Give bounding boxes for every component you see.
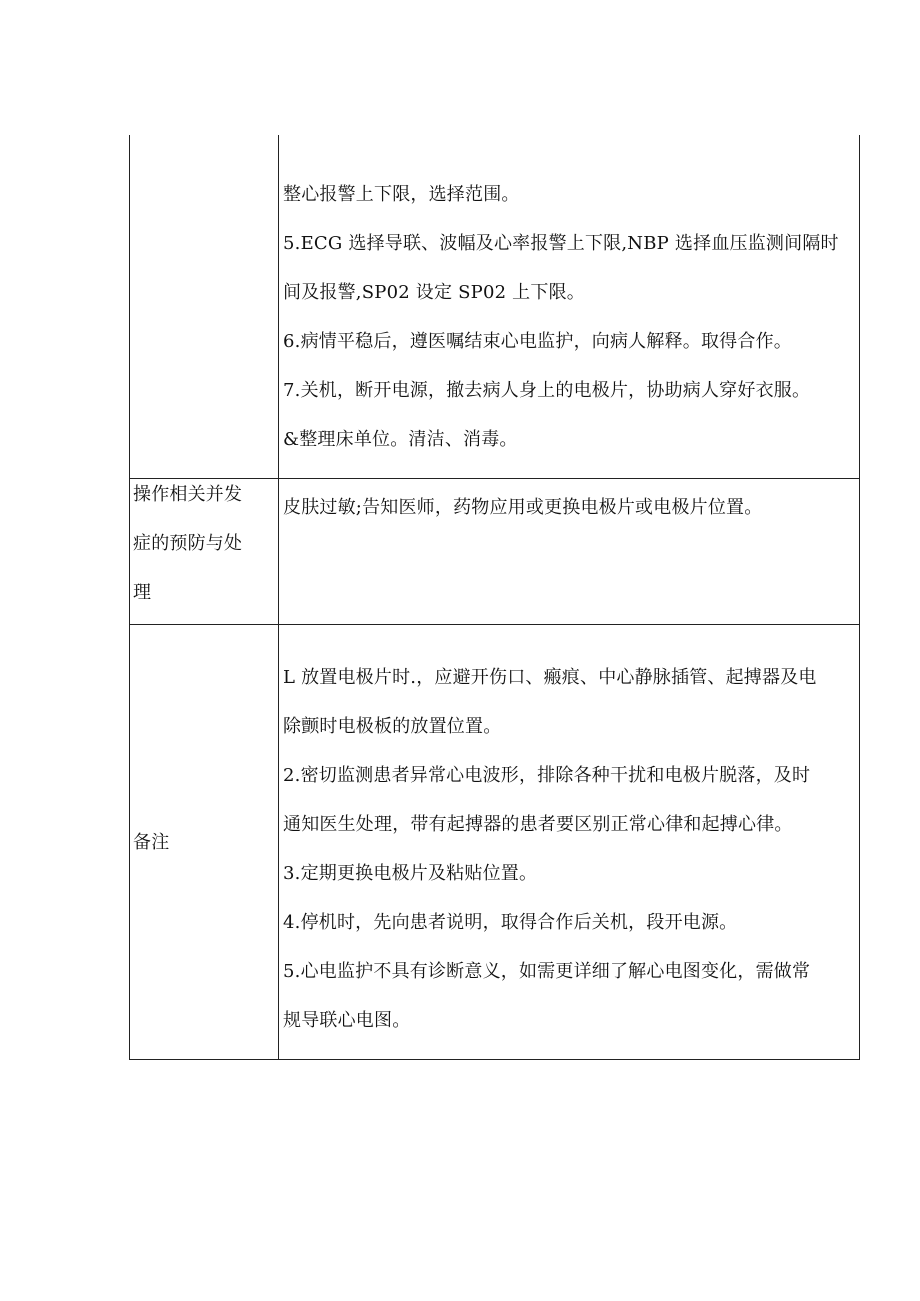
notes-line: 2.密切监测患者异常心电波形，排除各种干扰和电极片脱落，及时 (283, 765, 811, 786)
table-bottom-border (129, 1059, 860, 1060)
procedure-line: 6.病情平稳后，遵医嘱结束心电监护，向病人解释。取得合作。 (283, 331, 792, 352)
procedure-line: 5.ECG 选择导联、波幅及心率报警上下限,NBP 选择血压监测间隔时 (283, 233, 839, 254)
complications-label-line: 症的预防与处 (133, 533, 243, 554)
complications-text: 皮肤过敏;告知医师，药物应用或更换电极片或电极片位置。 (283, 497, 763, 518)
notes-line: L 放置电极片时.，应避开伤口、瘢痕、中心静脉插管、起搏器及电 (283, 667, 817, 688)
notes-line: 5.心电监护不具有诊断意义，如需更详细了解心电图变化，需做常 (283, 961, 811, 982)
procedure-line: 整心报警上下限，选择范围。 (283, 184, 520, 205)
notes-line: 4.停机时，先向患者说明，取得合作后关机，段开电源。 (283, 912, 738, 933)
table-right-border (859, 135, 860, 1060)
row-divider-2 (129, 624, 860, 625)
complications-label (133, 470, 242, 617)
complications-content (283, 483, 762, 532)
table-column-divider (278, 135, 279, 1060)
complications-label-line: 操作相关并发 (133, 484, 243, 505)
notes-line: 规导联心电图。 (283, 1010, 411, 1031)
notes-line: 3.定期更换电极片及粘贴位置。 (283, 863, 538, 884)
notes-line: 除颤时电极板的放置位置。 (283, 716, 502, 737)
notes-label-text: 备注 (133, 832, 170, 853)
complications-label-line: 理 (133, 582, 152, 603)
procedure-line: 7.关机，断开电源，撤去病人身上的电极片，协助病人穿好衣服。 (283, 380, 811, 401)
procedure-line: &整理床单位。清洁、消毒。 (283, 429, 518, 450)
procedure-steps (283, 170, 839, 464)
table-left-border (129, 135, 130, 1060)
notes-content (283, 653, 817, 1045)
notes-label (133, 818, 169, 867)
procedure-line: 间及报警,SP02 设定 SP02 上下限。 (283, 282, 585, 303)
notes-line: 通知医生处理，带有起搏器的患者要区别正常心律和起搏心律。 (283, 814, 793, 835)
